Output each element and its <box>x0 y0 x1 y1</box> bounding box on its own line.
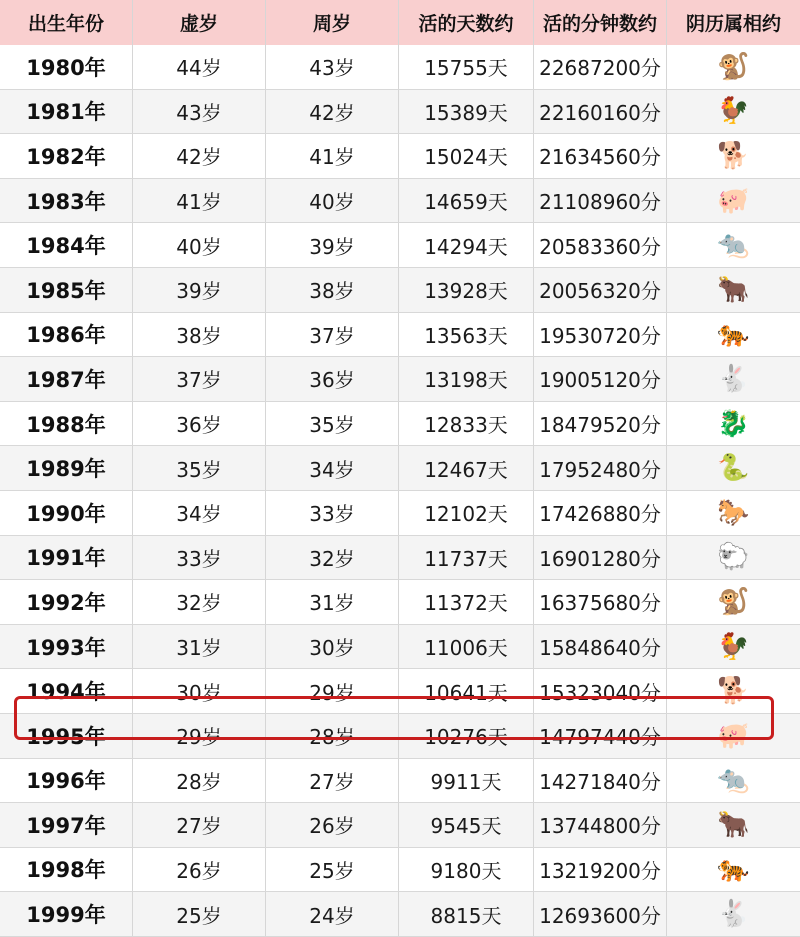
nominal-age-cell: 36岁 <box>133 402 266 446</box>
birth-year-cell: 1996年 <box>0 759 133 803</box>
actual-age-cell: 42岁 <box>266 90 399 134</box>
sheep-icon: 🐑 <box>717 542 750 573</box>
birth-year-cell: 1999年 <box>0 892 133 936</box>
days-cell: 13563天 <box>399 313 534 357</box>
minutes-cell: 17952480分 <box>534 446 667 490</box>
actual-age-cell: 30岁 <box>266 625 399 669</box>
header-actual-age: 周岁 <box>266 0 399 45</box>
birth-year-cell: 1989年 <box>0 446 133 490</box>
minutes-cell: 13744800分 <box>534 803 667 847</box>
table-row <box>0 580 800 625</box>
zodiac-cell <box>667 803 800 847</box>
nominal-age-cell: 44岁 <box>133 45 266 89</box>
nominal-age-cell: 26岁 <box>133 848 266 892</box>
header-days-lived: 活的天数约 <box>399 0 534 45</box>
table-row <box>0 313 800 358</box>
nominal-age-cell: 31岁 <box>133 625 266 669</box>
zodiac-cell <box>667 580 800 624</box>
days-cell: 13198天 <box>399 357 534 401</box>
actual-age-cell: 40岁 <box>266 179 399 223</box>
nominal-age-cell: 40岁 <box>133 223 266 267</box>
minutes-cell: 20056320分 <box>534 268 667 312</box>
days-cell: 14294天 <box>399 223 534 267</box>
zodiac-cell <box>667 491 800 535</box>
days-cell: 14659天 <box>399 179 534 223</box>
zodiac-cell <box>667 536 800 580</box>
table-header <box>0 0 800 45</box>
minutes-cell: 16901280分 <box>534 536 667 580</box>
tiger-icon: 🐅 <box>717 319 750 350</box>
days-cell: 9545天 <box>399 803 534 847</box>
birth-year-cell: 1981年 <box>0 90 133 134</box>
nominal-age-cell: 35岁 <box>133 446 266 490</box>
days-cell: 12467天 <box>399 446 534 490</box>
header-zodiac: 阴历属相约 <box>685 13 781 35</box>
minutes-cell: 16375680分 <box>534 580 667 624</box>
days-cell: 8815天 <box>399 892 534 936</box>
minutes-cell: 21108960分 <box>534 179 667 223</box>
table-body <box>0 45 800 937</box>
minutes-cell: 19005120分 <box>534 357 667 401</box>
birth-year-cell: 1993年 <box>0 625 133 669</box>
header-minutes-lived: 活的分钟数约 <box>534 0 667 45</box>
birth-year-cell: 1992年 <box>0 580 133 624</box>
actual-age-cell: 27岁 <box>266 759 399 803</box>
zodiac-cell <box>667 134 800 178</box>
days-cell: 15755天 <box>399 45 534 89</box>
nominal-age-cell: 32岁 <box>133 580 266 624</box>
header-birth-year: 出生年份 <box>0 0 133 45</box>
birth-year-cell: 1998年 <box>0 848 133 892</box>
actual-age-cell: 36岁 <box>266 357 399 401</box>
nominal-age-cell: 37岁 <box>133 357 266 401</box>
zodiac-cell <box>667 625 800 669</box>
actual-age-cell: 43岁 <box>266 45 399 89</box>
snake-icon: 🐍 <box>717 453 750 484</box>
rooster-icon: 🐓 <box>717 96 750 127</box>
days-cell: 12833天 <box>399 402 534 446</box>
actual-age-cell: 35岁 <box>266 402 399 446</box>
table-row <box>0 134 800 179</box>
days-cell: 9180天 <box>399 848 534 892</box>
days-cell: 10641天 <box>399 669 534 713</box>
minutes-cell: 15848640分 <box>534 625 667 669</box>
minutes-cell: 15323040分 <box>534 669 667 713</box>
rabbit-icon: 🐇 <box>717 899 750 930</box>
actual-age-cell: 31岁 <box>266 580 399 624</box>
zodiac-cell <box>667 759 800 803</box>
actual-age-cell: 29岁 <box>266 669 399 713</box>
table-row <box>0 536 800 581</box>
monkey-icon: 🐒 <box>717 586 750 617</box>
table-row <box>0 491 800 536</box>
nominal-age-cell: 42岁 <box>133 134 266 178</box>
table-row <box>0 402 800 447</box>
minutes-cell: 13219200分 <box>534 848 667 892</box>
ox-icon: 🐂 <box>717 809 750 840</box>
horse-icon: 🐎 <box>717 497 750 528</box>
zodiac-cell <box>667 313 800 357</box>
zodiac-cell <box>667 179 800 223</box>
table-row <box>0 268 800 313</box>
birth-year-cell: 1995年 <box>0 714 133 758</box>
days-cell: 11737天 <box>399 536 534 580</box>
rabbit-icon: 🐇 <box>717 363 750 394</box>
table-row <box>0 45 800 90</box>
actual-age-cell: 24岁 <box>266 892 399 936</box>
table-row <box>0 179 800 224</box>
actual-age-cell: 33岁 <box>266 491 399 535</box>
nominal-age-cell: 41岁 <box>133 179 266 223</box>
rat-icon: 🐀 <box>717 765 750 796</box>
actual-age-cell: 26岁 <box>266 803 399 847</box>
birth-year-cell: 1985年 <box>0 268 133 312</box>
zodiac-cell <box>667 402 800 446</box>
zodiac-cell <box>667 268 800 312</box>
birth-year-cell: 1983年 <box>0 179 133 223</box>
row-highlight-box <box>14 696 774 740</box>
ox-icon: 🐂 <box>717 274 750 305</box>
nominal-age-cell: 34岁 <box>133 491 266 535</box>
days-cell: 11372天 <box>399 580 534 624</box>
actual-age-cell: 32岁 <box>266 536 399 580</box>
dragon-icon: 🐉 <box>717 408 750 439</box>
birth-year-cell: 1986年 <box>0 313 133 357</box>
birth-year-cell: 1982年 <box>0 134 133 178</box>
rooster-icon: 🐓 <box>717 631 750 662</box>
dog-icon: 🐕 <box>717 676 750 707</box>
zodiac-cell <box>667 223 800 267</box>
nominal-age-cell: 30岁 <box>133 669 266 713</box>
nominal-age-cell: 25岁 <box>133 892 266 936</box>
table-row <box>0 803 800 848</box>
table-row <box>0 223 800 268</box>
actual-age-cell: 39岁 <box>266 223 399 267</box>
table-row <box>0 357 800 402</box>
days-cell: 15389天 <box>399 90 534 134</box>
birth-year-cell: 1984年 <box>0 223 133 267</box>
pig-icon: 🐖 <box>717 185 750 216</box>
nominal-age-cell: 28岁 <box>133 759 266 803</box>
minutes-cell: 14271840分 <box>534 759 667 803</box>
birth-year-cell: 1991年 <box>0 536 133 580</box>
minutes-cell: 19530720分 <box>534 313 667 357</box>
nominal-age-cell: 29岁 <box>133 714 266 758</box>
minutes-cell: 18479520分 <box>534 402 667 446</box>
zodiac-cell <box>667 892 800 936</box>
birth-year-cell: 1987年 <box>0 357 133 401</box>
nominal-age-cell: 38岁 <box>133 313 266 357</box>
table-row <box>0 848 800 893</box>
minutes-cell: 21634560分 <box>534 134 667 178</box>
pig-icon: 🐖 <box>717 720 750 751</box>
table-row <box>0 446 800 491</box>
zodiac-cell <box>667 357 800 401</box>
zodiac-cell <box>667 848 800 892</box>
zodiac-cell <box>667 45 800 89</box>
table-row <box>0 625 800 670</box>
birth-year-cell: 1990年 <box>0 491 133 535</box>
rat-icon: 🐀 <box>717 230 750 261</box>
minutes-cell: 22687200分 <box>534 45 667 89</box>
nominal-age-cell: 43岁 <box>133 90 266 134</box>
table-row <box>0 90 800 135</box>
minutes-cell: 20583360分 <box>534 223 667 267</box>
minutes-cell: 14797440分 <box>534 714 667 758</box>
birth-year-cell: 1988年 <box>0 402 133 446</box>
actual-age-cell: 41岁 <box>266 134 399 178</box>
minutes-cell: 12693600分 <box>534 892 667 936</box>
days-cell: 9911天 <box>399 759 534 803</box>
monkey-icon: 🐒 <box>717 51 750 82</box>
table-row <box>0 892 800 937</box>
minutes-cell: 22160160分 <box>534 90 667 134</box>
days-cell: 15024天 <box>399 134 534 178</box>
birth-year-cell: 1997年 <box>0 803 133 847</box>
dog-icon: 🐕 <box>717 140 750 171</box>
actual-age-cell: 25岁 <box>266 848 399 892</box>
zodiac-cell <box>667 446 800 490</box>
days-cell: 11006天 <box>399 625 534 669</box>
header-nominal-age: 虚岁 <box>133 0 266 45</box>
minutes-cell: 17426880分 <box>534 491 667 535</box>
birth-year-cell: 1994年 <box>0 669 133 713</box>
zodiac-cell <box>667 90 800 134</box>
days-cell: 10276天 <box>399 714 534 758</box>
actual-age-cell: 28岁 <box>266 714 399 758</box>
nominal-age-cell: 33岁 <box>133 536 266 580</box>
actual-age-cell: 37岁 <box>266 313 399 357</box>
tiger-icon: 🐅 <box>717 854 750 885</box>
actual-age-cell: 38岁 <box>266 268 399 312</box>
nominal-age-cell: 27岁 <box>133 803 266 847</box>
nominal-age-cell: 39岁 <box>133 268 266 312</box>
days-cell: 13928天 <box>399 268 534 312</box>
table-row <box>0 759 800 804</box>
actual-age-cell: 34岁 <box>266 446 399 490</box>
birth-year-cell: 1980年 <box>0 45 133 89</box>
days-cell: 12102天 <box>399 491 534 535</box>
